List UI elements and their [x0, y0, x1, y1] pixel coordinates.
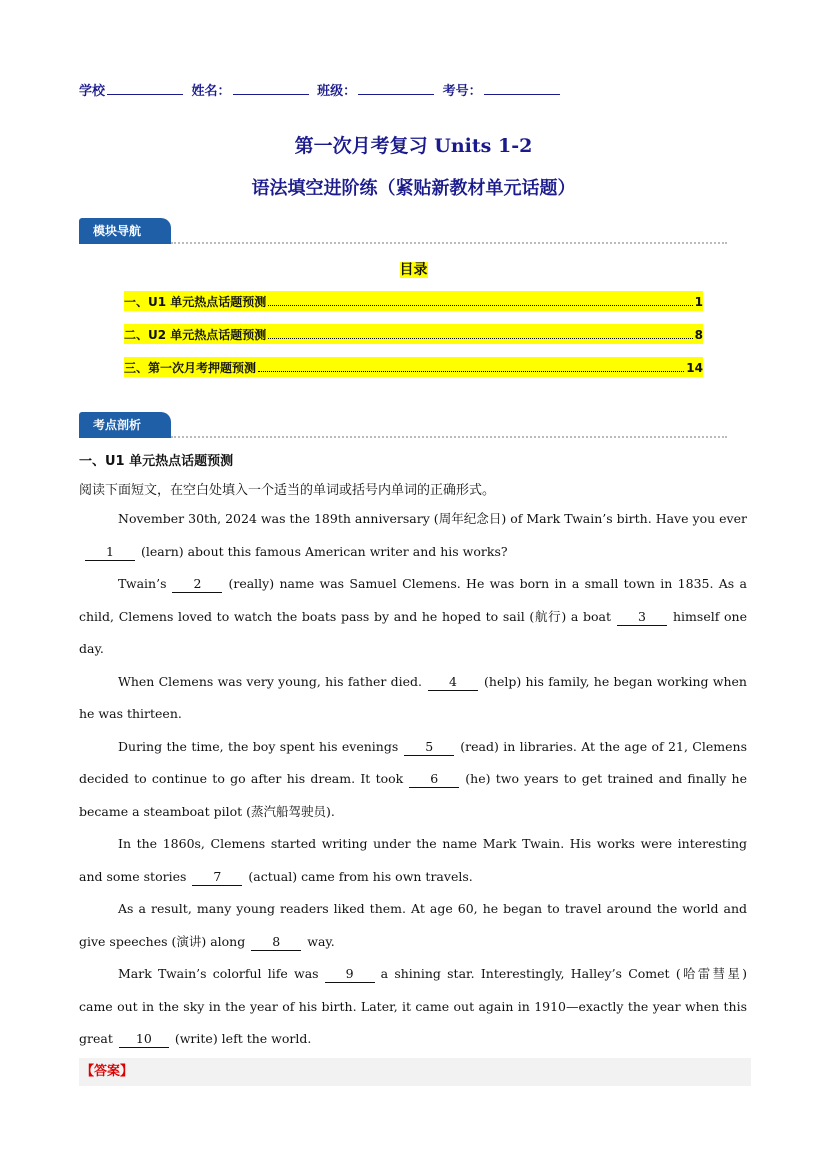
- toc-label: 三、第一次月考押题预测: [124, 361, 257, 375]
- text: Mark Twain’s colorful life was: [118, 966, 319, 981]
- text: (actual) came from his own travels.: [248, 868, 473, 884]
- blank[interactable]: 1: [85, 544, 135, 561]
- text: As a result, many young readers liked them. At age 60, he began to travel around the world and give speeches (演讲) along: [79, 901, 747, 949]
- text: Twain’s: [118, 576, 167, 591]
- toc-title: [0, 259, 827, 279]
- text: November 30th, 2024 was the 189th anniversary (周年纪念日) of Mark Twain’s birth. Have you ever: [118, 511, 747, 526]
- blank[interactable]: 8: [251, 934, 301, 951]
- toc-leader: [268, 338, 692, 339]
- class-label: 班级：: [317, 84, 357, 99]
- blank[interactable]: 9: [325, 966, 375, 983]
- divider: [171, 436, 727, 438]
- text: (read) in libraries. At the age of 21, Clemens decided to continue to go after his dream. It took: [79, 738, 747, 786]
- text: (really) name was Samuel Clemens. He was born in a small town in 1835. As a child, Clemens loved to watch the boats pass by and he hoped to sail (航行) a boat: [79, 576, 747, 624]
- section-heading: 一、U1 单元热点话题预测: [79, 454, 234, 469]
- page-subtitle: 语法填空进阶练（紧贴新教材单元话题）: [251, 178, 576, 199]
- toc-label: 二、U2 单元热点话题预测: [124, 328, 267, 342]
- text: a shining star. Interestingly, Halley’s Comet (哈雷彗星) came out in the sky in the year of his birth. Later, it came out again in 1910—exactly the year when this great: [79, 966, 748, 1046]
- paragraph: [79, 828, 747, 893]
- analysis-tab: 考点剖析: [79, 412, 171, 438]
- class-field[interactable]: [358, 82, 434, 95]
- student-info-line: [79, 80, 564, 99]
- blank[interactable]: 7: [192, 869, 242, 886]
- toc-label: 一、U1 单元热点话题预测: [124, 295, 267, 309]
- school-label: 学校: [79, 84, 106, 99]
- toc-item[interactable]: [124, 291, 703, 311]
- number-label: 考号：: [442, 84, 482, 99]
- text: (learn) about this famous American writer and his works?: [141, 543, 508, 559]
- blank[interactable]: 4: [428, 674, 478, 691]
- paragraph: [79, 893, 747, 958]
- blank[interactable]: 10: [119, 1031, 169, 1048]
- name-label: 姓名：: [191, 84, 231, 99]
- text: way.: [307, 933, 335, 949]
- blank[interactable]: 6: [409, 771, 459, 788]
- paragraph: [79, 503, 747, 568]
- toc-item[interactable]: [124, 357, 703, 377]
- school-field[interactable]: [107, 82, 183, 95]
- instruction: 阅读下面短文，在空白处填入一个适当的单词或括号内单词的正确形式。: [79, 483, 496, 498]
- text: himself one day.: [79, 608, 747, 656]
- toc-leader: [268, 305, 692, 306]
- blank[interactable]: 5: [404, 739, 454, 756]
- toc-leader: [258, 371, 684, 372]
- page-title: 第一次月考复习 Units 1-2: [294, 135, 533, 157]
- paragraph: [79, 958, 747, 1056]
- toc-item[interactable]: [124, 324, 703, 344]
- divider: [171, 242, 727, 244]
- toc-page: 14: [686, 361, 703, 375]
- blank[interactable]: 2: [172, 576, 222, 593]
- name-field[interactable]: [233, 82, 309, 95]
- answer-label: 【答案】: [79, 1058, 751, 1086]
- number-field[interactable]: [484, 82, 560, 95]
- toc-page: 1: [694, 295, 703, 309]
- toc-title-text: 目录: [399, 262, 428, 278]
- blank[interactable]: 3: [617, 609, 667, 626]
- text: (help) his family, he began working when he was thirteen.: [79, 673, 747, 721]
- module-nav-tab: 模块导航: [79, 218, 171, 244]
- paragraph: [79, 568, 747, 666]
- text: When Clemens was very young, his father died.: [118, 673, 423, 689]
- paragraph: [79, 731, 747, 829]
- toc-page: 8: [694, 328, 703, 342]
- text: (he) two years to get trained and finally he became a steamboat pilot (蒸汽船驾驶员).: [79, 771, 747, 819]
- paragraph: [79, 666, 747, 731]
- text: (write) left the world.: [174, 1031, 312, 1046]
- text: In the 1860s, Clemens started writing under the name Mark Twain. His works were interesting and some stories: [79, 836, 747, 884]
- text: During the time, the boy spent his evenings: [118, 738, 399, 754]
- passage: [79, 503, 747, 1056]
